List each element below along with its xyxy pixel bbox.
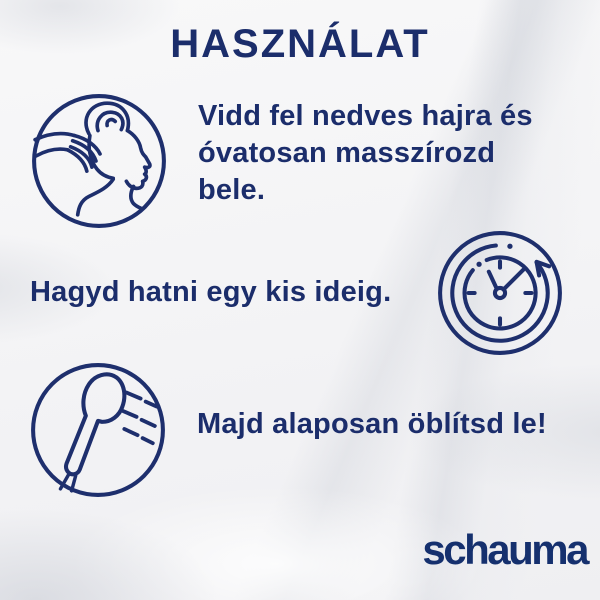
step-apply-text [198, 98, 583, 209]
step-text-line: Hagyd hatni egy kis ideig. [30, 276, 392, 308]
timer-clock-icon [434, 227, 566, 359]
step-wait-text [30, 274, 450, 311]
step-text-line: Vidd fel nedves hajra és [198, 100, 533, 132]
step-text-line: bele. [198, 174, 266, 206]
brand-logo: schauma [422, 526, 587, 573]
step-rinse-text [197, 406, 587, 443]
step-text-line: Majd alaposan öblítsd le! [197, 408, 547, 440]
hair-massage-icon [28, 90, 170, 232]
step-text-line: óvatosan masszírozd [198, 137, 496, 169]
page-title: HASZNÁLAT [170, 22, 430, 66]
shower-head-icon [27, 359, 169, 501]
